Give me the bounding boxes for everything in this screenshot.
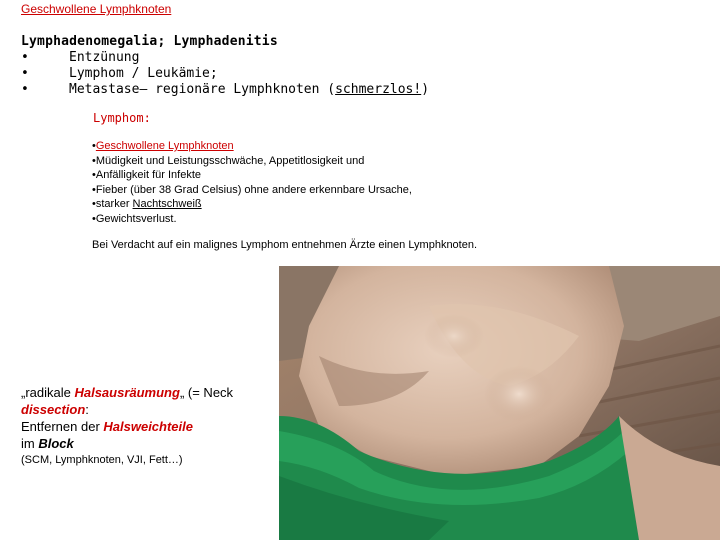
text-before: Metastase– regionäre Lymphknoten ( xyxy=(69,82,336,97)
bullet: • xyxy=(92,212,96,225)
caption-line-2 xyxy=(21,401,233,418)
verdacht-text: Bei Verdacht auf ein malignes Lymphom entnehmen Ärzte einen Lymphknoten. xyxy=(92,239,478,251)
list-item xyxy=(92,139,412,154)
caption xyxy=(21,384,233,469)
symptom-link[interactable]: Geschwollene Lymphknoten xyxy=(95,140,234,152)
caption-text: „radikale xyxy=(21,385,75,400)
list-item xyxy=(92,154,412,169)
text-after: ) xyxy=(421,82,430,97)
emphasis-block: Block xyxy=(38,436,74,451)
caption-line-4 xyxy=(21,435,233,452)
bullet: • xyxy=(92,154,96,167)
list-item-text: Müdigkeit und Leistungsschwäche, Appetitlosigkeit und xyxy=(95,154,365,167)
list-item xyxy=(92,168,412,183)
list-item-text: Gewichtsverlust. xyxy=(95,212,177,225)
caption-line-1 xyxy=(21,384,233,401)
bullet: • xyxy=(21,50,29,65)
highlight-halsweichteile: Halsweichteile xyxy=(103,419,193,434)
bullet: • xyxy=(92,198,96,210)
highlight-dissection: dissection xyxy=(21,402,86,417)
list-item-text: Lymphom / Leukämie; xyxy=(69,66,218,81)
bullet: • xyxy=(92,140,96,152)
caption-details: (SCM, Lymphknoten, VJI, Fett…) xyxy=(21,454,183,466)
list-item xyxy=(92,197,412,212)
caption-text: „ (= Neck xyxy=(179,385,234,400)
caption-text: Entfernen der xyxy=(21,419,104,434)
title-link[interactable]: Geschwollene Lymphknoten xyxy=(21,2,172,16)
lymphom-title: Lymphom: xyxy=(93,111,151,125)
neck-photo-illustration xyxy=(279,266,720,540)
symptoms-list xyxy=(92,139,412,226)
underlined-text: Nachtschweiß xyxy=(132,198,202,210)
bullet: • xyxy=(21,66,29,81)
bullet: • xyxy=(92,183,96,196)
neck-photo xyxy=(279,266,720,540)
bullet: • xyxy=(21,82,29,97)
list-item-text: Anfälligkeit für Infekte xyxy=(95,169,202,181)
list-item-text: Entzünung xyxy=(69,50,140,65)
underlined-text: schmerzlos! xyxy=(335,82,422,97)
caption-line-3 xyxy=(21,418,233,435)
list-item-text xyxy=(69,82,429,98)
list-item-text: Fieber (über 38 Grad Celsius) ohne andere erkennbare Ursache, xyxy=(95,183,412,196)
heading: Lymphadenomegalia; Lymphadenitis xyxy=(21,34,278,49)
caption-text: im xyxy=(21,436,39,451)
list-item-text: starker xyxy=(95,198,133,210)
list-item xyxy=(92,183,412,198)
caption-text: : xyxy=(85,402,89,417)
list-item xyxy=(92,212,412,227)
bullet: • xyxy=(92,169,96,181)
highlight-halsausraeumung: Halsausräumung xyxy=(74,385,180,400)
